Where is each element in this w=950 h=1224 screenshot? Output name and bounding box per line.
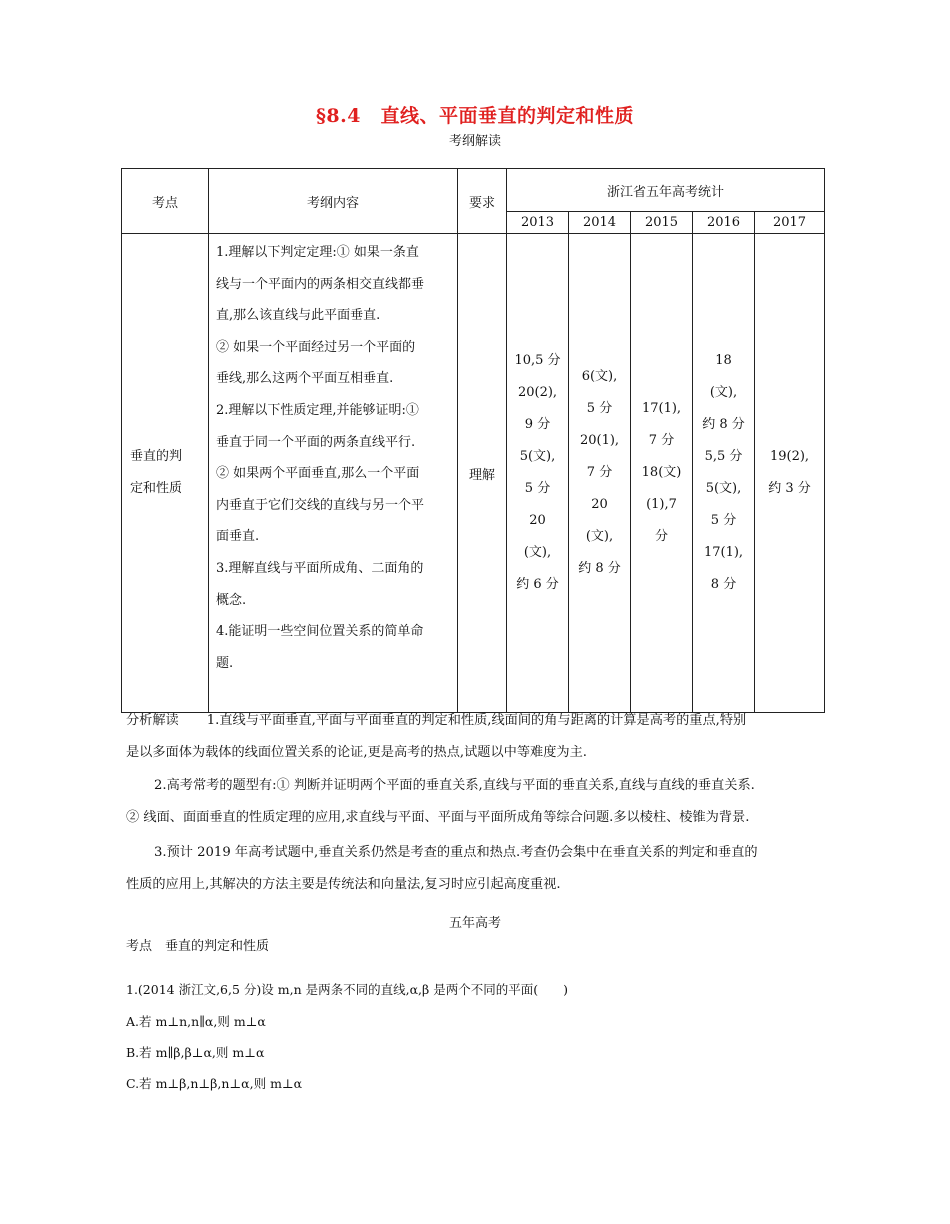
stat-line: 约 8 分 bbox=[702, 417, 745, 432]
row-content bbox=[209, 234, 458, 713]
section-heading: 五年高考 bbox=[448, 916, 501, 931]
stat-line: 7 分 bbox=[648, 433, 675, 448]
year-2015: 2015 bbox=[631, 212, 693, 234]
analysis-paragraph-3 bbox=[126, 837, 826, 901]
year-2014: 2014 bbox=[569, 212, 631, 234]
analysis-text: 1.直线与平面垂直,平面与平面垂直的判定和性质,线面间的角与距离的计算是高考的重点,特别 bbox=[206, 713, 747, 728]
page-title: §8.4 直线、平面垂直的判定和性质 bbox=[316, 105, 634, 127]
stat-line: 20(2), bbox=[517, 385, 558, 400]
analysis-paragraph-1 bbox=[126, 705, 826, 769]
analysis-text: ② 线面、面面垂直的性质定理的应用,求直线与平面、平面与平面所成角等综合问题.多以棱柱、棱锥为背景. bbox=[126, 810, 750, 825]
stat-line: (文), bbox=[585, 529, 614, 544]
kaodian-heading: 考点 垂直的判定和性质 bbox=[126, 939, 270, 954]
stat-line: 10,5 分 bbox=[514, 353, 561, 368]
content-line: 垂线,那么这两个平面互相垂直. bbox=[216, 371, 394, 387]
stat-line: 约 6 分 bbox=[516, 577, 559, 592]
content-line: 2.理解以下性质定理,并能够证明:① bbox=[216, 402, 419, 418]
content-line: 概念. bbox=[216, 592, 247, 608]
stat-2013 bbox=[507, 234, 569, 713]
content-line: 3.理解直线与平面所成角、二面角的 bbox=[216, 560, 424, 576]
section-subtitle: 考纲解读 bbox=[448, 134, 501, 149]
stat-line: 5,5 分 bbox=[704, 449, 743, 464]
stat-line: 5(文), bbox=[519, 449, 556, 464]
stat-line: 5 分 bbox=[586, 401, 613, 416]
year-2016: 2016 bbox=[693, 212, 755, 234]
stat-2014 bbox=[569, 234, 631, 713]
stat-line: 20(1), bbox=[579, 433, 620, 448]
stat-line: 7 分 bbox=[586, 465, 613, 480]
row-kaodian bbox=[122, 234, 209, 713]
kaodian-line: 定和性质 bbox=[130, 481, 183, 496]
stat-2017 bbox=[755, 234, 825, 713]
stat-line: 17(1), bbox=[641, 401, 682, 416]
analysis-text: 3.预计 2019 年高考试题中,垂直关系仍然是考查的重点和热点.考查仍会集中在垂直关系的判定和垂直的 bbox=[154, 845, 758, 860]
stat-line: 8 分 bbox=[710, 577, 737, 592]
content-line: 题. bbox=[216, 655, 234, 671]
stat-line: (文), bbox=[709, 385, 738, 400]
content-line: 4.能证明一些空间位置关系的简单命 bbox=[216, 624, 424, 640]
content-line: ② 如果两个平面垂直,那么一个平面 bbox=[216, 466, 420, 482]
analysis-paragraph-2 bbox=[126, 770, 826, 834]
header-stat-title: 浙江省五年高考统计 bbox=[507, 169, 825, 212]
stat-line: 5(文), bbox=[705, 481, 742, 496]
year-2017: 2017 bbox=[755, 212, 825, 234]
stat-line: 6(文), bbox=[581, 369, 618, 384]
content-line: ② 如果一个平面经过另一个平面的 bbox=[216, 339, 416, 355]
stat-line: 17(1), bbox=[703, 545, 744, 560]
stat-line: 5 分 bbox=[524, 481, 551, 496]
stat-line: 18 bbox=[715, 353, 732, 368]
question-stem: 1.(2014 浙江文,6,5 分)设 m,n 是两条不同的直线,α,β 是两个不同的平面( ) bbox=[126, 982, 568, 997]
option-c: C.若 m⊥β,n⊥β,n⊥α,则 m⊥α bbox=[126, 1076, 303, 1091]
stat-line: 19(2), bbox=[769, 449, 810, 464]
content-line: 内垂直于它们交线的直线与另一个平 bbox=[216, 497, 425, 513]
header-neirong: 考纲内容 bbox=[209, 169, 458, 234]
header-yaoqiu: 要求 bbox=[458, 169, 507, 234]
stat-line: 9 分 bbox=[524, 417, 551, 432]
option-a: A.若 m⊥n,n∥α,则 m⊥α bbox=[126, 1014, 266, 1029]
row-yaoqiu: 理解 bbox=[458, 234, 507, 713]
option-b: B.若 m∥β,β⊥α,则 m⊥α bbox=[126, 1045, 265, 1060]
content-line: 直,那么该直线与此平面垂直. bbox=[216, 308, 381, 324]
stat-line: 20 bbox=[591, 497, 608, 512]
stat-line: (文), bbox=[523, 545, 552, 560]
year-2013: 2013 bbox=[507, 212, 569, 234]
syllabus-table bbox=[121, 168, 825, 713]
header-kaodian: 考点 bbox=[122, 169, 209, 234]
stat-line: 5 分 bbox=[710, 513, 737, 528]
analysis-text: 是以多面体为载体的线面位置关系的论证,更是高考的热点,试题以中等难度为主. bbox=[126, 745, 587, 760]
analysis-label: 分析解读 bbox=[126, 713, 179, 728]
kaodian-line: 垂直的判 bbox=[130, 449, 183, 464]
stat-line: 分 bbox=[654, 529, 668, 544]
analysis-text: 2.高考常考的题型有:① 判断并证明两个平面的垂直关系,直线与平面的垂直关系,直线与直线的垂直关系. bbox=[154, 778, 755, 793]
content-line: 1.理解以下判定定理:① 如果一条直 bbox=[216, 245, 419, 260]
stat-2016 bbox=[693, 234, 755, 713]
analysis-text: 性质的应用上,其解决的方法主要是传统法和向量法,复习时应引起高度重视. bbox=[126, 877, 561, 892]
stat-line: 20 bbox=[529, 513, 546, 528]
stat-line: 约 3 分 bbox=[768, 481, 811, 496]
stat-line: 18(文) bbox=[641, 465, 682, 480]
stat-2015 bbox=[631, 234, 693, 713]
content-line: 线与一个平面内的两条相交直线都垂 bbox=[216, 276, 425, 292]
content-line: 垂直于同一个平面的两条直线平行. bbox=[216, 434, 416, 450]
stat-line: 约 8 分 bbox=[578, 561, 621, 576]
stat-line: (1),7 bbox=[646, 497, 677, 512]
content-line: 面垂直. bbox=[216, 529, 260, 545]
